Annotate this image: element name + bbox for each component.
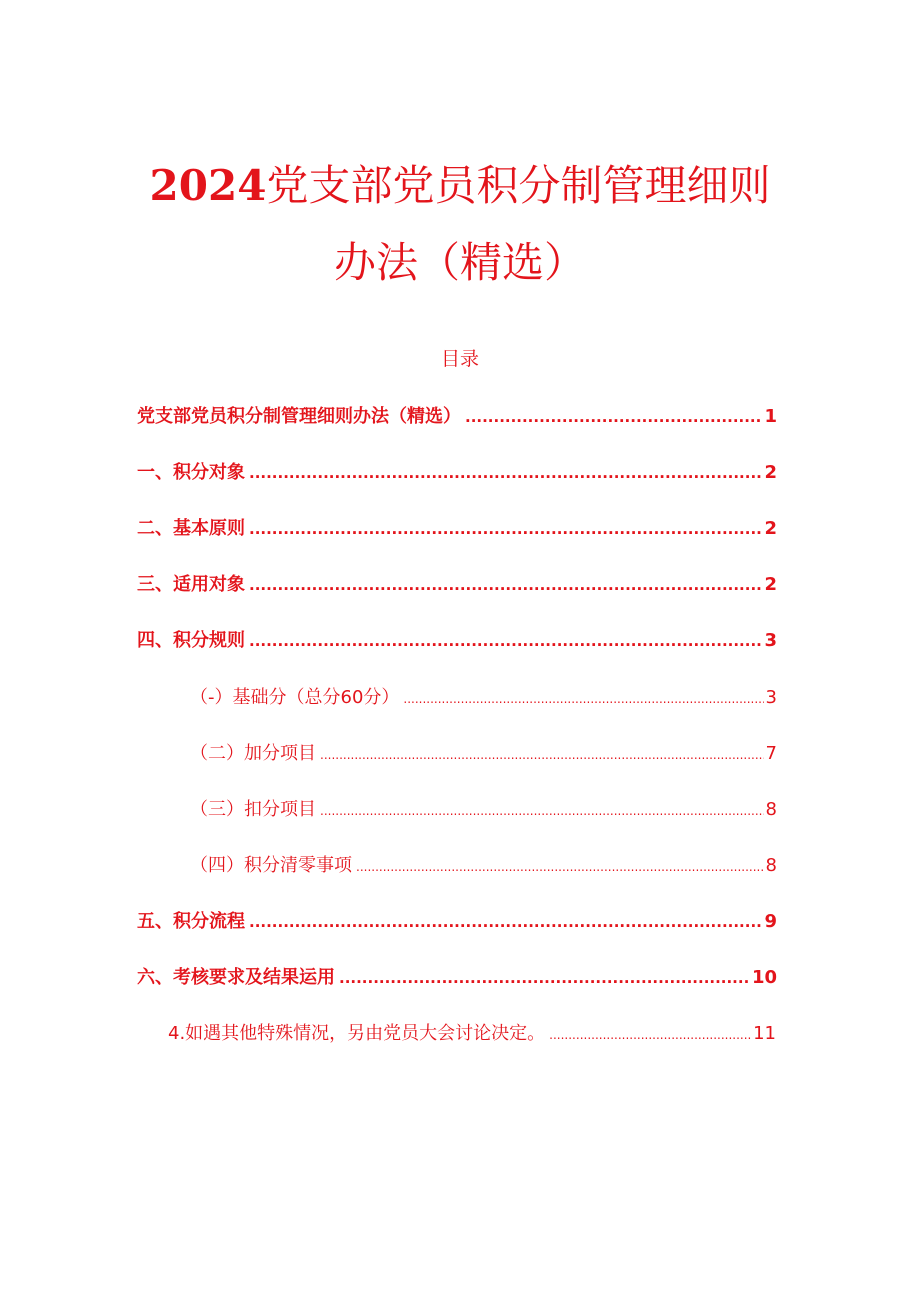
toc-page-number: 3 bbox=[764, 630, 777, 651]
title-year: 2024 bbox=[149, 161, 267, 210]
toc-entry-label: （二）加分项目 bbox=[190, 743, 316, 764]
toc-leader-dots bbox=[320, 804, 764, 818]
toc-leader-dots bbox=[549, 1028, 751, 1042]
toc-page-number: 10 bbox=[751, 967, 777, 988]
toc-leader-dots bbox=[403, 692, 763, 706]
toc-entry-section-4[interactable] bbox=[137, 626, 777, 652]
toc-entry-label: 四、积分规则 bbox=[137, 630, 245, 651]
toc-entry-label: （三）扣分项目 bbox=[190, 799, 316, 820]
toc-entry-section-5[interactable] bbox=[137, 907, 777, 933]
toc-page-number: 8 bbox=[765, 855, 777, 876]
toc-leader-dots bbox=[249, 913, 762, 931]
toc-entry-section-6[interactable] bbox=[137, 963, 777, 989]
toc-leader-dots bbox=[249, 632, 762, 650]
toc-entry-label: （-）基础分（总分60分） bbox=[190, 687, 400, 708]
toc-page-number: 8 bbox=[765, 799, 777, 820]
toc-heading: 目录 bbox=[440, 348, 479, 370]
toc-entry-label: 五、积分流程 bbox=[137, 911, 245, 932]
toc-entry-subsection-4-3[interactable] bbox=[190, 795, 777, 821]
toc-page-number: 2 bbox=[764, 462, 777, 483]
toc-entry-label: 三、适用对象 bbox=[137, 574, 245, 595]
title-line-2: 办法（精选） bbox=[333, 238, 586, 287]
title-line-1 bbox=[0, 161, 920, 210]
toc-leader-dots bbox=[465, 408, 762, 426]
toc-entry-subsection-4-4[interactable] bbox=[190, 851, 777, 877]
toc-page-number: 1 bbox=[764, 406, 777, 427]
title-line-1-text: 党支部党员积分制管理细则 bbox=[266, 161, 771, 210]
toc-leader-dots bbox=[356, 860, 764, 874]
toc-leader-dots bbox=[249, 520, 762, 538]
toc-page-number: 2 bbox=[764, 518, 777, 539]
toc-entry-main-title[interactable] bbox=[137, 402, 777, 428]
toc-entry-label: （四）积分清零事项 bbox=[190, 855, 352, 876]
toc-entry-label: 一、积分对象 bbox=[137, 462, 245, 483]
toc-entry-section-2[interactable] bbox=[137, 514, 777, 540]
toc-page-number: 2 bbox=[764, 574, 777, 595]
toc-entry-item-4[interactable] bbox=[168, 1019, 776, 1045]
toc-leader-dots bbox=[249, 576, 762, 594]
toc-entry-label: 党支部党员积分制管理细则办法（精选） bbox=[137, 406, 461, 427]
toc-page-number: 3 bbox=[765, 687, 777, 708]
toc-leader-dots bbox=[339, 969, 750, 987]
toc-entry-label: 4.如遇其他特殊情况，另由党员大会讨论决定。 bbox=[168, 1023, 546, 1044]
toc-entry-section-3[interactable] bbox=[137, 570, 777, 596]
toc-entry-label: 六、考核要求及结果运用 bbox=[137, 967, 335, 988]
toc-page-number: 9 bbox=[764, 911, 777, 932]
toc-entry-subsection-4-2[interactable] bbox=[190, 739, 777, 765]
toc-entry-section-1[interactable] bbox=[137, 458, 777, 484]
toc-leader-dots bbox=[249, 464, 762, 482]
toc-page-number: 7 bbox=[765, 743, 777, 764]
toc-leader-dots bbox=[320, 748, 764, 762]
toc-entry-label: 二、基本原则 bbox=[137, 518, 245, 539]
toc-page-number: 11 bbox=[753, 1023, 776, 1044]
toc-entry-subsection-4-1[interactable] bbox=[190, 683, 777, 709]
